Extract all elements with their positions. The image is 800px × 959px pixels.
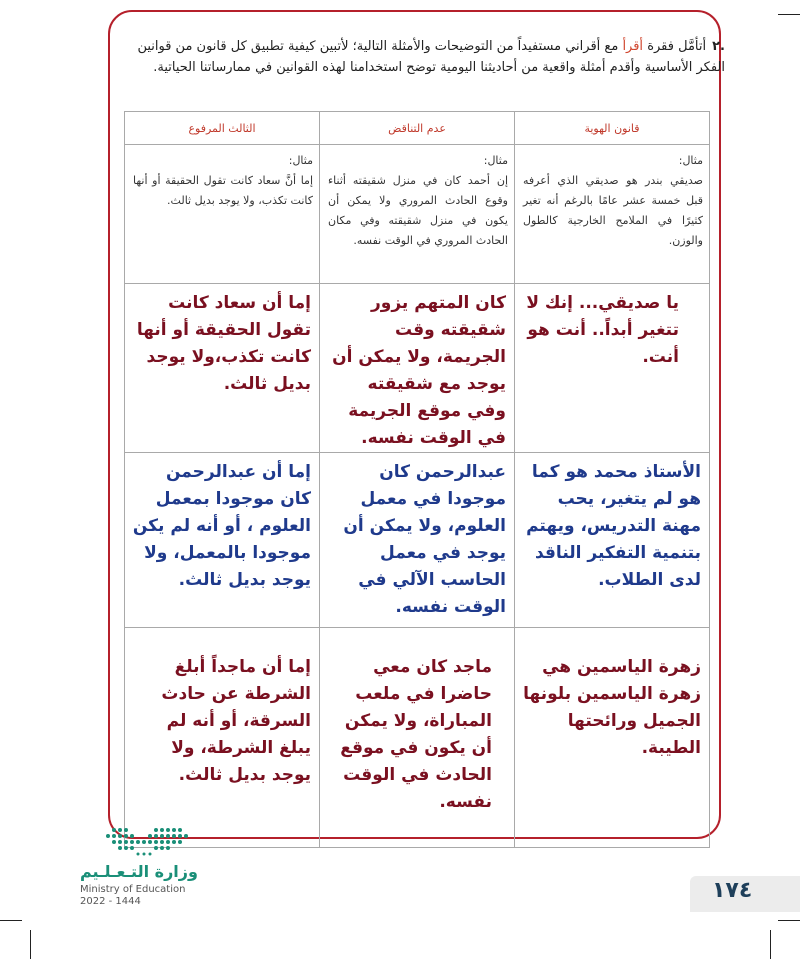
ministry-name-ar: وزارة التـعـلـيم xyxy=(80,862,198,881)
instruction-highlight: أقرأ xyxy=(622,39,644,54)
instruction-text: أتأمَّل فقرة xyxy=(643,39,707,54)
answer-text: إما أن عبدالرحمن كان موجودا بمعمل العلوم ، أو أنه لم يكن موجودا بالمعمل، ولا يوجد بديل ثالث. xyxy=(132,462,311,590)
crop-mark xyxy=(30,930,31,959)
example-cell xyxy=(320,145,515,284)
example-cell xyxy=(125,145,320,284)
example-label: مثال: xyxy=(483,154,508,167)
header-row xyxy=(125,112,710,145)
ministry-name-en: Ministry of Education xyxy=(80,884,186,895)
answer-cell xyxy=(515,284,710,453)
edition-year: 2022 - 1444 xyxy=(80,896,141,907)
instruction xyxy=(120,36,725,78)
crop-mark xyxy=(0,920,22,921)
answer-text: زهرة الياسمين هي زهرة الياسمين بلونها الجميل ورائحتها الطيبة. xyxy=(523,657,701,758)
answer-cell xyxy=(515,453,710,628)
crop-mark xyxy=(770,930,771,959)
answer-text: عبدالرحمن كان موجودا في معمل العلوم، ولا يمكن أن يوجد في معمل الحاسب الآلي في الوقت نفسه. xyxy=(343,462,506,617)
answer-text: ماجد كان معي حاضرا في ملعب المباراة، ولا يمكن أن يكون في موقع الحادث في الوقت نفسه. xyxy=(340,657,492,812)
example-text: إما أنَّ سعاد كانت تقول الحقيقة أو أنها كانت تكذب، ولا يوجد بديل ثالث. xyxy=(133,174,313,207)
answer-row xyxy=(125,284,710,453)
answer-cell xyxy=(320,628,515,848)
example-label: مثال: xyxy=(288,154,313,167)
answer-text: الأستاذ محمد هو كما هو لم يتغير، يحب مهنة التدريس، ويهتم بتنمية التفكير الناقد لدى الطلاب. xyxy=(526,462,701,590)
example-text: إن أحمد كان في منزل شقيقته أثناء وقوع الحادث المروري ولا يمكن أن يكون في منزل شقيقته وفي مكان الحادث المروري في الوقت نفسه. xyxy=(328,174,508,247)
example-label: مثال: xyxy=(678,154,703,167)
example-text: صديقي بندر هو صديقي الذي أعرفه قبل خمسة عشر عامًا بالرغم أنه تغير كثيرًا في الملامح الخارجية كالطول والوزن. xyxy=(523,174,703,247)
answer-row xyxy=(125,453,710,628)
example-cell xyxy=(515,145,710,284)
header-excluded-middle: الثالث المرفوع xyxy=(125,112,320,145)
page-number: ١٧٤ xyxy=(712,878,753,903)
laws-table xyxy=(124,111,710,848)
answer-text: إما أن سعاد كانت تقول الحقيقة أو أنها كانت تكذب،ولا يوجد بديل ثالث. xyxy=(136,293,311,394)
header-non-contradiction: عدم التناقض xyxy=(320,112,515,145)
crop-mark xyxy=(778,920,800,921)
answer-cell xyxy=(320,453,515,628)
example-row xyxy=(125,145,710,284)
answer-text: يا صديقي... إنك لا تتغير أبداً.. أنت هو أنت. xyxy=(526,293,679,367)
answer-cell xyxy=(125,453,320,628)
instruction-number: .٢ xyxy=(712,39,725,54)
header-identity: قانون الهوية xyxy=(515,112,710,145)
answer-text: كان المتهم يزور شقيقته وقت الجريمة، ولا يمكن أن يوجد مع شقيقته وفي موقع الجريمة في الوقت نفسه. xyxy=(332,293,506,448)
ministry-logo-icon xyxy=(100,826,192,860)
answer-cell xyxy=(125,628,320,848)
crop-mark xyxy=(778,14,800,15)
answer-row xyxy=(125,628,710,848)
instruction-text: مع أقراني مستفيداً من التوضيحات والأمثلة التالية؛ لأتبين كيفية تطبيق كل قانون من قوانين الفكر الأساسية وأقدم أمثلة واقعية من أحاديثنا اليومية توضح استخدامنا لهذه القوانين في ممارساتنا الحياتية. xyxy=(137,39,725,75)
answer-cell xyxy=(320,284,515,453)
answer-text: إما أن ماجداً أبلغ الشرطة عن حادث السرقة، أو أنه لم يبلغ الشرطة، ولا يوجد بديل ثالث. xyxy=(161,657,311,785)
answer-cell xyxy=(515,628,710,848)
answer-cell xyxy=(125,284,320,453)
